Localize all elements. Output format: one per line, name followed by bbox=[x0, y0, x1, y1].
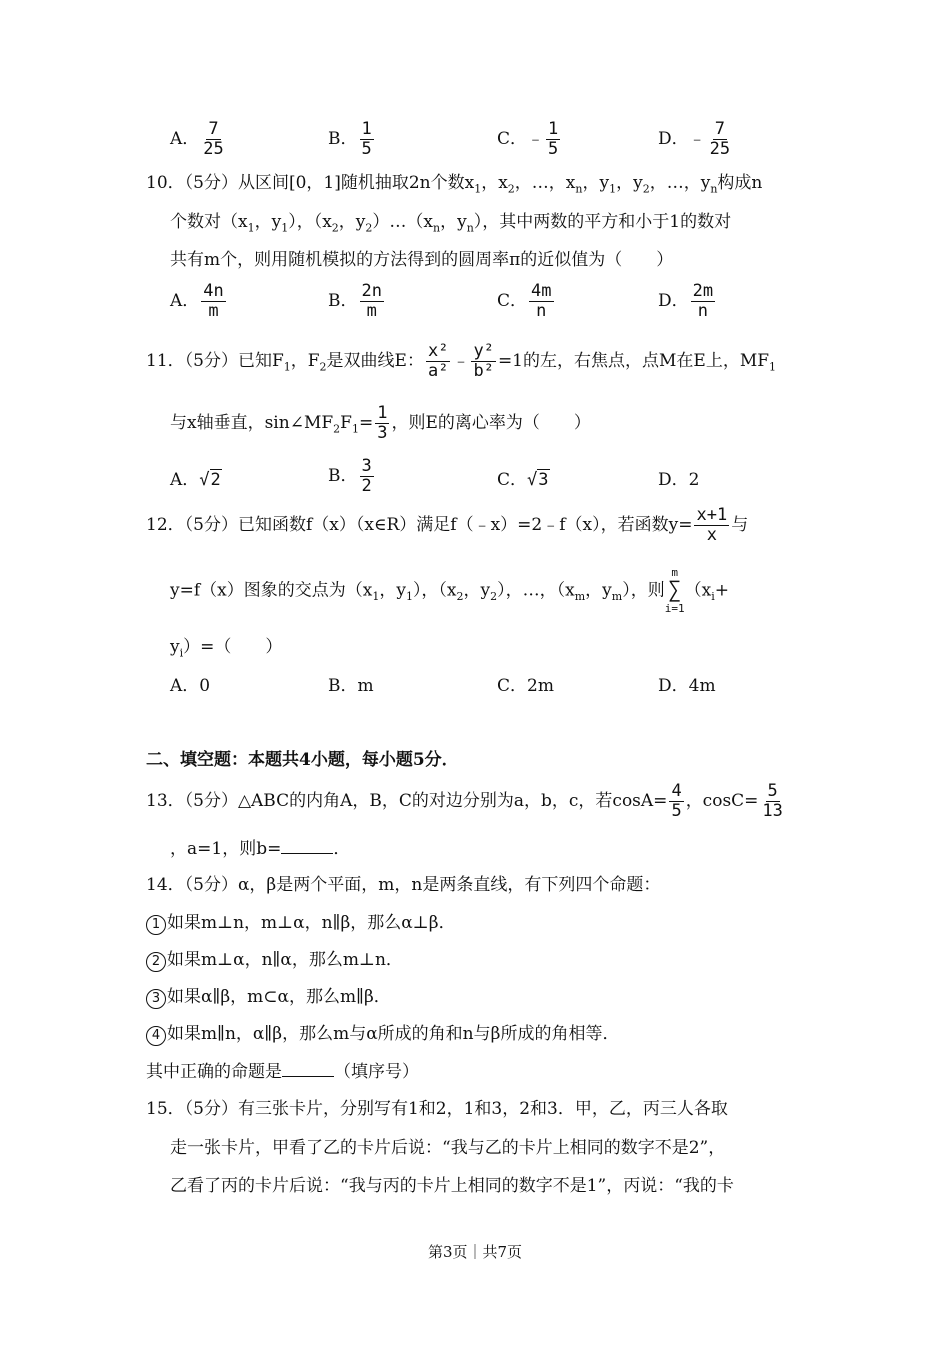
text: 12．（5分）已知函数f（x）（x∈R）满足f（﹣x）=2﹣f（x），若函数y= bbox=[146, 515, 693, 535]
text: ，y bbox=[463, 580, 491, 601]
subscript: 2 bbox=[490, 589, 498, 603]
fraction bbox=[360, 282, 384, 321]
q11-line-1 bbox=[146, 342, 776, 381]
subscript: 1 bbox=[283, 360, 291, 374]
fraction bbox=[201, 120, 225, 159]
fraction bbox=[375, 404, 389, 443]
subscript: 1 bbox=[351, 422, 359, 436]
text: ），其中两数的平方和小于1的数对 bbox=[473, 212, 732, 232]
q13-line-2 bbox=[170, 837, 350, 860]
text: （x bbox=[684, 580, 712, 601]
option-label: C． bbox=[497, 129, 528, 149]
numerator: 4 bbox=[671, 781, 682, 801]
option-label: B． bbox=[328, 291, 358, 311]
denominator: n bbox=[697, 301, 708, 321]
q11-option-d bbox=[658, 465, 699, 490]
fraction bbox=[669, 782, 683, 821]
text: ，y bbox=[582, 173, 610, 193]
q11-option-a bbox=[170, 465, 222, 490]
denominator: 2 bbox=[361, 476, 372, 496]
q12-line-3 bbox=[170, 636, 282, 664]
q10-line-1 bbox=[146, 172, 762, 200]
text: ，y bbox=[616, 173, 643, 193]
text: ，x bbox=[481, 173, 508, 193]
answer-blank[interactable] bbox=[281, 837, 333, 854]
q12-option-d: D．4m bbox=[658, 676, 716, 696]
option-label: D． bbox=[658, 291, 689, 311]
sum-symbol: m ∑ i=1 bbox=[664, 566, 685, 615]
subscript: 2 bbox=[642, 182, 650, 196]
minus-sign: ﹣ bbox=[527, 129, 545, 149]
radicand: 2 bbox=[210, 470, 221, 490]
text: 是双曲线E： bbox=[326, 351, 424, 371]
circled-number: 2 bbox=[146, 952, 166, 972]
option-label: A． bbox=[170, 291, 200, 311]
numerator: 4n bbox=[203, 281, 224, 301]
text: ，y bbox=[379, 580, 406, 601]
sqrt: √3 bbox=[527, 470, 549, 490]
fraction bbox=[708, 120, 732, 159]
subscript: 2 bbox=[507, 182, 515, 196]
subscript: i bbox=[179, 646, 184, 660]
sum-upper: m bbox=[671, 566, 678, 579]
option-label: D． bbox=[658, 129, 689, 149]
text: ，cosC= bbox=[685, 791, 759, 811]
circled-number: 4 bbox=[146, 1026, 166, 1046]
text: ，F bbox=[290, 351, 320, 371]
text: 构成n bbox=[717, 173, 763, 193]
numerator: 3 bbox=[361, 456, 372, 476]
q11-option-b bbox=[328, 457, 376, 496]
subscript: m bbox=[611, 589, 623, 603]
q15-line-3: 乙看了丙的卡片后说：“我与丙的卡片上相同的数字不是1”，丙说：“我的卡 bbox=[170, 1176, 734, 1196]
numerator: 2n bbox=[361, 281, 382, 301]
fraction bbox=[360, 120, 374, 159]
answer-blank[interactable] bbox=[282, 1060, 334, 1077]
fraction bbox=[760, 782, 784, 821]
subscript: 1 bbox=[281, 221, 289, 235]
text: 其中正确的命题是 bbox=[146, 1062, 282, 1082]
denominator: m bbox=[208, 301, 219, 321]
subscript: 1 bbox=[474, 182, 482, 196]
circled-number: 1 bbox=[146, 915, 166, 935]
numerator: 4m bbox=[531, 281, 552, 301]
q12-line-1 bbox=[146, 506, 748, 545]
text: ，y bbox=[338, 212, 366, 232]
q11-option-c bbox=[497, 465, 550, 490]
q10-option-b bbox=[328, 282, 386, 321]
q12-option-b: B．m bbox=[328, 676, 374, 696]
q14-item-2 bbox=[146, 949, 403, 972]
subscript: 2 bbox=[456, 589, 464, 603]
q12-option-c: C．2m bbox=[497, 676, 554, 696]
option-label: B． bbox=[328, 466, 358, 486]
denominator: a² bbox=[427, 361, 449, 381]
denominator: 25 bbox=[203, 139, 224, 159]
option-label: A． bbox=[170, 129, 200, 149]
q15-line-1: 15．（5分）有三张卡片，分别写有1和2，1和3，2和3．甲，乙，丙三人各取 bbox=[146, 1099, 728, 1119]
text: （填序号） bbox=[334, 1062, 419, 1082]
subscript: 2 bbox=[319, 360, 327, 374]
q9-option-d bbox=[658, 120, 734, 159]
subscript: n bbox=[710, 182, 718, 196]
q15-line-2: 走一张卡片，甲看了乙的卡片后说：“我与乙的卡片上相同的数字不是2”， bbox=[170, 1138, 726, 1158]
q10-option-c bbox=[497, 282, 556, 321]
text: ，a=1，则b= bbox=[170, 839, 282, 859]
text: y=f（x）图象的交点为（x bbox=[170, 580, 373, 601]
text: + bbox=[714, 580, 729, 601]
denominator: 3 bbox=[377, 423, 388, 443]
q14-item-1 bbox=[146, 912, 456, 935]
denominator: n bbox=[536, 301, 547, 321]
q14-tail bbox=[146, 1060, 419, 1083]
text: =1的左，右焦点，点M在E上，MF bbox=[497, 351, 770, 371]
subscript: 1 bbox=[247, 221, 255, 235]
text: ），（x bbox=[412, 580, 457, 601]
text: F bbox=[340, 413, 352, 433]
fraction bbox=[694, 506, 729, 545]
sum-lower: i=1 bbox=[664, 602, 685, 615]
radicand: 3 bbox=[538, 470, 549, 490]
numerator: 7 bbox=[208, 119, 219, 139]
option-label: A． bbox=[170, 470, 200, 490]
subscript: m bbox=[574, 589, 586, 603]
text: ），则 bbox=[622, 580, 665, 601]
subscript: 1 bbox=[372, 589, 380, 603]
denominator: x bbox=[706, 525, 717, 545]
text: ）…（x bbox=[372, 212, 433, 232]
text: ，y bbox=[254, 212, 282, 232]
numerator: 1 bbox=[548, 119, 559, 139]
minus-sign: ﹣ bbox=[452, 351, 470, 371]
subscript: 1 bbox=[405, 589, 413, 603]
denominator: 25 bbox=[709, 139, 731, 159]
option-label: B． bbox=[328, 129, 358, 149]
q11-line-2 bbox=[170, 404, 591, 443]
denominator: 5 bbox=[361, 139, 372, 159]
text: 如果m⊥n，m⊥α，n∥β，那么α⊥β． bbox=[167, 913, 456, 933]
subscript: 1 bbox=[769, 360, 777, 374]
option-label: D． bbox=[658, 470, 689, 490]
q10-option-d bbox=[658, 282, 717, 321]
numerator: x+1 bbox=[696, 505, 728, 525]
denominator: 13 bbox=[762, 801, 783, 821]
text: 如果α∥β，m⊂α，那么m∥β． bbox=[167, 987, 391, 1007]
numerator: 1 bbox=[377, 403, 388, 423]
page-footer: 第3页｜共7页 bbox=[427, 1243, 523, 1261]
denominator: b² bbox=[473, 361, 494, 381]
fraction bbox=[546, 120, 560, 159]
fraction bbox=[201, 282, 225, 321]
subscript: 2 bbox=[331, 221, 339, 235]
denominator: 5 bbox=[548, 139, 559, 159]
subscript: n bbox=[575, 182, 583, 196]
fraction bbox=[691, 282, 715, 321]
text: 个数对（x bbox=[170, 212, 248, 232]
text: ，y bbox=[440, 212, 467, 232]
text: 10．（5分）从区间[0，1]随机抽取2n个数x bbox=[146, 173, 475, 193]
denominator: m bbox=[366, 301, 377, 321]
numerator: 2m bbox=[692, 281, 714, 301]
subscript: i bbox=[711, 589, 715, 603]
fraction bbox=[471, 342, 495, 381]
text: 与x轴垂直，sin∠MF bbox=[170, 413, 334, 433]
text: 11．（5分）已知F bbox=[146, 351, 284, 371]
fraction bbox=[529, 282, 553, 321]
option-value: 2 bbox=[688, 470, 700, 490]
subscript: n bbox=[466, 221, 474, 235]
subscript: n bbox=[433, 221, 441, 235]
text: = bbox=[358, 413, 374, 433]
numerator: 1 bbox=[361, 119, 372, 139]
numerator: x² bbox=[427, 341, 449, 361]
denominator: 5 bbox=[671, 801, 682, 821]
section-heading: 二、填空题：本题共4小题，每小题5分． bbox=[146, 750, 459, 770]
q9-option-b bbox=[328, 120, 376, 159]
q10-option-a bbox=[170, 282, 228, 321]
text: 13．（5分）△ABC的内角A，B，C的对边分别为a，b，c，若cosA= bbox=[146, 791, 668, 811]
q14-item-4 bbox=[146, 1023, 619, 1046]
q10-line-3: 共有m个，则用随机模拟的方法得到的圆周率π的近似值为（ ） bbox=[170, 250, 674, 270]
text: ），（x bbox=[288, 212, 332, 232]
option-label: C． bbox=[497, 291, 528, 311]
q10-line-2 bbox=[170, 211, 731, 239]
numerator: 7 bbox=[714, 119, 725, 139]
fraction bbox=[360, 457, 374, 496]
option-label: C． bbox=[497, 470, 528, 490]
text: ）=（ ） bbox=[183, 637, 283, 657]
subscript: 1 bbox=[609, 182, 617, 196]
q12-line-2 bbox=[170, 566, 729, 616]
q12-option-a: A．0 bbox=[170, 676, 211, 696]
text: ． bbox=[333, 839, 351, 859]
text: ，y bbox=[585, 580, 612, 601]
subscript: 2 bbox=[365, 221, 373, 235]
text: 如果m⊥α，n∥α，那么m⊥n． bbox=[167, 950, 403, 970]
text: 与 bbox=[731, 515, 749, 535]
text: ，则E的离心率为（ ） bbox=[391, 413, 591, 433]
text: ，…，y bbox=[649, 173, 711, 193]
text: ），…，（x bbox=[497, 580, 575, 601]
minus-sign: ﹣ bbox=[688, 129, 706, 149]
numerator: 5 bbox=[767, 781, 778, 801]
text: ，…，x bbox=[514, 173, 576, 193]
q9-option-a bbox=[170, 120, 228, 159]
sqrt: √2 bbox=[199, 470, 221, 490]
text: 如果m∥n，α∥β，那么m与α所成的角和n与β所成的角相等． bbox=[167, 1024, 620, 1044]
numerator: y² bbox=[473, 341, 494, 361]
text: y bbox=[170, 637, 180, 657]
q9-option-c bbox=[497, 120, 562, 159]
q14-item-3 bbox=[146, 986, 391, 1009]
q13-line-1 bbox=[146, 782, 787, 821]
subscript: 2 bbox=[333, 422, 341, 436]
fraction bbox=[426, 342, 450, 381]
circled-number: 3 bbox=[146, 989, 166, 1009]
q14-line-1: 14．（5分）α，β是两个平面，m，n是两条直线，有下列四个命题： bbox=[146, 875, 661, 895]
